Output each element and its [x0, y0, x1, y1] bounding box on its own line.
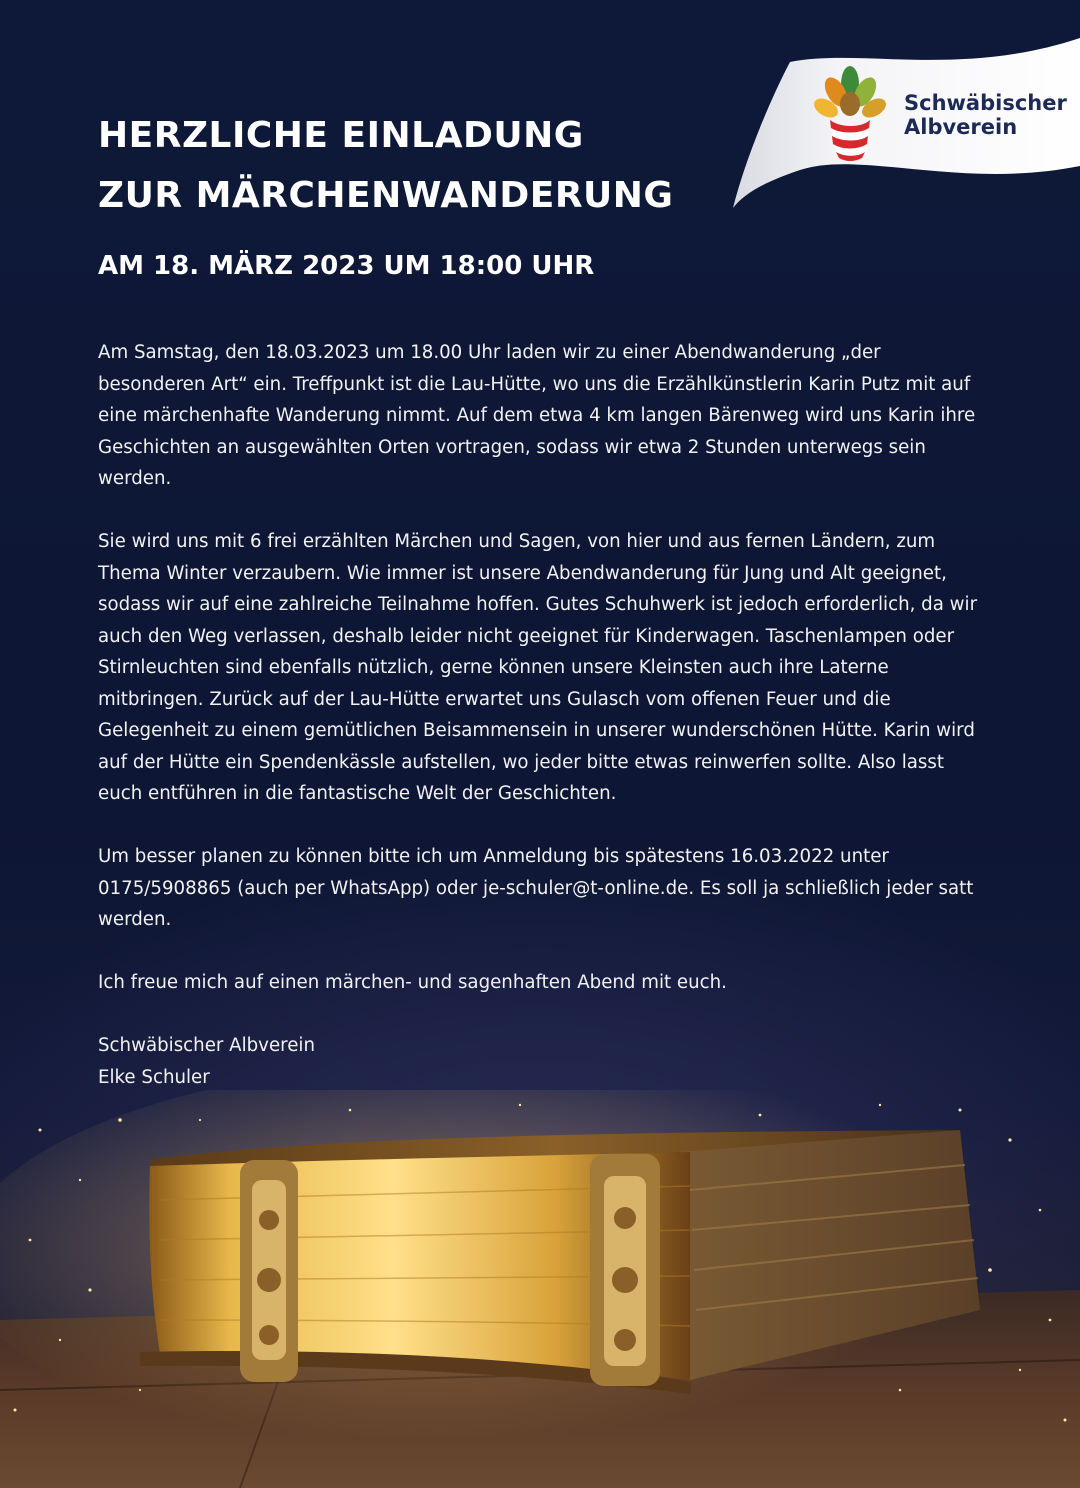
logo-name-line1: Schwäbischer — [904, 91, 1067, 115]
signature-organization: Schwäbischer Albverein — [98, 1035, 315, 1056]
body-paragraph-2: Sie wird uns mit 6 frei erzählten Märchen und Sagen, von hier und aus fernen Ländern, zum Thema Winter verzaubern. Wie immer ist unsere Abendwanderung für Jung und Alt geeignet, sodass wir auf eine zahlreiche Teilnahme hoffen. Gutes Schuhwerk ist jedoch erforderlich, da wir auch den Weg verlassen, deshalb leider nicht geeignet für Kinderwagen. Taschenlampen oder Stirnleuchten sind ebenfalls nützlich, gerne können unsere Kleinsten auch ihre Laterne mitbringen. Zurück auf der Lau-Hütte erwartet uns Gulasch vom offenen Feuer und die Gelegenheit zu einem gemütlichen Beisammensein in unserer wunderschönen Hütte. Karin wird auf der Hütte ein Spendenkässle aufstellen, wo jeder bitte etwas reinwerfen sollte. Also lasst euch entführen in die fantastische Welt der Geschichten. — [98, 531, 978, 804]
golden-book-image — [0, 1090, 1080, 1488]
event-date-heading: AM 18. MÄRZ 2023 UM 18:00 UHR — [98, 251, 595, 281]
body-paragraph-1: Am Samstag, den 18.03.2023 um 18.00 Uhr laden wir zu einer Abendwanderung „der besonderen Art“ ein. Treffpunkt ist die Lau-Hütte, wo uns die Erzählkünstlerin Karin Putz mit auf eine märchenhafte Wanderung nimmt. Auf dem etwa 4 km langen Bärenweg wird uns Karin ihre Geschichten an ausgewählten Orten vortragen, sodass wir etwa 2 Stunden unterwegs sein werden. — [98, 342, 976, 489]
body-paragraph-3: Um besser planen zu können bitte ich um Anmeldung bis spätestens 16.03.2022 unter 0175/5908865 (auch per WhatsApp) oder je-schuler@t-online.de. Es soll ja schließlich jeder satt werden. — [98, 846, 974, 930]
signature-person: Elke Schuler — [98, 1066, 210, 1088]
logo-name-line2: Albverein — [904, 115, 1018, 139]
invitation-body — [98, 337, 988, 1093]
logo-wordmark — [904, 91, 1067, 139]
signature — [98, 1030, 988, 1093]
page-title — [98, 106, 673, 226]
albverein-leaf-emblem-icon — [808, 62, 892, 162]
book-clasp-left — [240, 1160, 298, 1382]
body-paragraph-4: Ich freue mich auf einen märchen- und sagenhaften Abend mit euch. — [98, 972, 727, 993]
title-line-2: ZUR MÄRCHENWANDERUNG — [98, 175, 674, 216]
book-clasp-right — [590, 1154, 660, 1386]
title-line-1: HERZLICHE EINLADUNG — [98, 115, 584, 156]
